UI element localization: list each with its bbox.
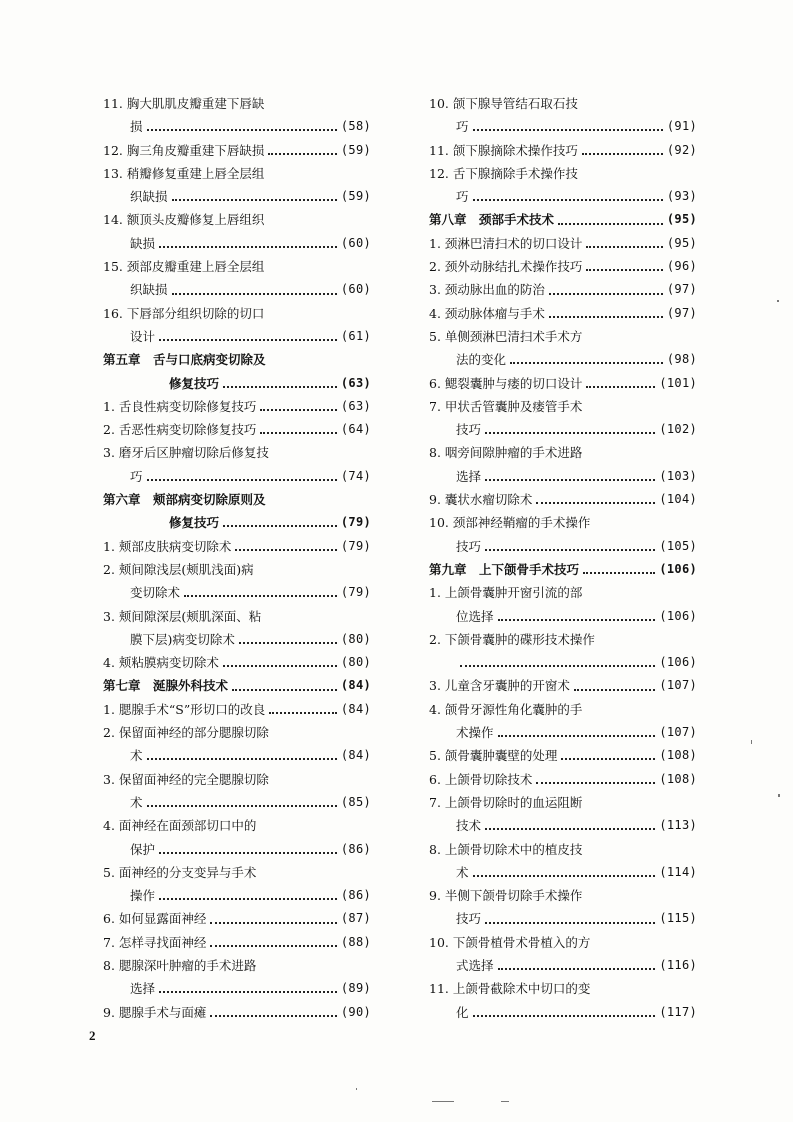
dot-leader bbox=[159, 897, 337, 900]
toc-entry bbox=[103, 208, 371, 231]
dot-leader bbox=[485, 548, 655, 551]
toc-page-number: (88) bbox=[340, 934, 371, 949]
toc-entry bbox=[429, 255, 697, 278]
toc-entry-title: 7. 甲状舌管囊肿及瘘管手术 bbox=[429, 398, 583, 414]
toc-entry-title: 6. 如何显露面神经 bbox=[103, 911, 207, 927]
toc-page-number: (80) bbox=[340, 631, 371, 646]
toc-entry-title: 第九章 上下颌骨手术技巧 bbox=[429, 561, 580, 577]
toc-entry-title: 3. 保留面神经的完全腮腺切除 bbox=[103, 771, 269, 787]
dot-leader bbox=[485, 921, 655, 924]
toc-page-number: (106) bbox=[659, 561, 697, 576]
toc-entry bbox=[103, 1001, 371, 1024]
toc-chapter-heading bbox=[103, 511, 371, 534]
toc-page-number: (86) bbox=[340, 841, 371, 856]
toc-entry-title: 3. 颊间隙深层(颊肌深面、粘 bbox=[103, 608, 262, 624]
toc-entry-title: 式选择 bbox=[456, 957, 494, 973]
toc-entry bbox=[103, 861, 371, 884]
toc-chapter-heading bbox=[103, 488, 371, 511]
toc-page-number: (103) bbox=[659, 468, 697, 483]
toc-page-number: (98) bbox=[666, 352, 697, 367]
toc-entry-title: 2. 颊间隙浅层(颊肌浅面)病 bbox=[103, 561, 254, 577]
toc-entry bbox=[103, 791, 371, 814]
dot-leader bbox=[473, 1014, 656, 1017]
toc-entry bbox=[103, 768, 371, 791]
dot-leader bbox=[586, 385, 655, 388]
toc-entry bbox=[429, 185, 697, 208]
toc-entry-title: 膜下层)病变切除术 bbox=[130, 631, 235, 647]
toc-page-number: (79) bbox=[340, 515, 371, 530]
toc-entry bbox=[103, 628, 371, 651]
toc-entry-title: 第八章 颈部手术技术 bbox=[429, 212, 555, 228]
toc-entry bbox=[429, 115, 697, 138]
toc-page-number: (60) bbox=[340, 235, 371, 250]
dot-leader bbox=[232, 688, 337, 691]
toc-entry-title: 14. 额顶头皮瓣修复上唇组织 bbox=[103, 212, 265, 228]
dot-leader bbox=[561, 757, 655, 760]
toc-page-number: (89) bbox=[340, 981, 371, 996]
toc-entry bbox=[429, 768, 697, 791]
toc-entry bbox=[103, 558, 371, 581]
dot-leader bbox=[549, 315, 663, 318]
toc-entry-title: 8. 咽旁间隙肿瘤的手术进路 bbox=[429, 445, 583, 461]
toc-entry-title: 术 bbox=[130, 794, 143, 810]
toc-entry-title: 操作 bbox=[130, 888, 156, 904]
dot-leader bbox=[536, 781, 655, 784]
toc-page-number: (64) bbox=[340, 422, 371, 437]
toc-page-number: (107) bbox=[659, 678, 697, 693]
toc-entry bbox=[429, 395, 697, 418]
dot-leader bbox=[485, 827, 655, 830]
dot-leader bbox=[485, 431, 655, 434]
toc-page-number: (107) bbox=[659, 725, 697, 740]
toc-entry bbox=[429, 721, 697, 744]
toc-page-number: (59) bbox=[340, 189, 371, 204]
toc-entry-title: 1. 颊部皮肤病变切除术 bbox=[103, 538, 232, 554]
toc-entry-title: 1. 颈淋巴清扫术的切口设计 bbox=[429, 235, 583, 251]
dot-leader bbox=[574, 688, 655, 691]
toc-page-number: (108) bbox=[659, 748, 697, 763]
toc-entry-title: 5. 颌骨囊肿囊壁的处理 bbox=[429, 748, 558, 764]
toc-entry bbox=[429, 954, 697, 977]
dot-leader bbox=[498, 967, 656, 970]
toc-entry-title: 术 bbox=[456, 864, 469, 880]
toc-entry bbox=[103, 814, 371, 837]
toc-entry bbox=[429, 628, 697, 651]
toc-entry bbox=[429, 511, 697, 534]
dot-leader bbox=[172, 292, 337, 295]
toc-entry-title: 7. 上颌骨切除时的血运阻断 bbox=[429, 794, 583, 810]
toc-entry bbox=[429, 348, 697, 371]
dot-leader bbox=[269, 711, 337, 714]
toc-entry bbox=[429, 92, 697, 115]
toc-entry bbox=[103, 92, 371, 115]
dot-leader bbox=[223, 385, 337, 388]
toc-entry bbox=[429, 535, 697, 558]
scan-speck bbox=[751, 740, 752, 744]
dot-leader bbox=[586, 268, 662, 271]
toc-entry bbox=[103, 115, 371, 138]
toc-entry-title: 化 bbox=[456, 1004, 469, 1020]
dot-leader bbox=[536, 501, 655, 504]
toc-entry-title: 第五章 舌与口底病变切除及 bbox=[103, 352, 266, 368]
toc-entry bbox=[429, 907, 697, 930]
toc-entry-title: 8. 上颌骨切除术中的植皮技 bbox=[429, 841, 583, 857]
toc-page-number: (106) bbox=[659, 608, 697, 623]
toc-page-number: (113) bbox=[659, 818, 697, 833]
toc-entry bbox=[429, 1001, 697, 1024]
toc-entry-title: 技巧 bbox=[456, 422, 482, 438]
dot-leader bbox=[582, 152, 663, 155]
toc-entry-title: 9. 半侧下颌骨切除手术操作 bbox=[429, 888, 583, 904]
toc-page-number: (85) bbox=[340, 794, 371, 809]
toc-entry bbox=[103, 395, 371, 418]
toc-entry bbox=[103, 418, 371, 441]
toc-entry bbox=[103, 535, 371, 558]
dot-leader bbox=[147, 804, 337, 807]
toc-entry bbox=[103, 931, 371, 954]
toc-page-number: (101) bbox=[659, 375, 697, 390]
toc-entry bbox=[429, 744, 697, 767]
toc-entry-title: 术操作 bbox=[456, 725, 494, 741]
toc-entry bbox=[429, 651, 697, 674]
toc-page-number: (59) bbox=[340, 142, 371, 157]
toc-entry bbox=[429, 698, 697, 721]
toc-entry bbox=[429, 605, 697, 628]
toc-page-number: (63) bbox=[340, 375, 371, 390]
toc-entry-title: 1. 腮腺手术“S”形切口的改良 bbox=[103, 701, 266, 717]
toc-entry-title: 8. 腮腺深叶肿瘤的手术进路 bbox=[103, 957, 257, 973]
toc-page-number: (61) bbox=[340, 328, 371, 343]
toc-entry-title: 9. 囊状水瘤切除术 bbox=[429, 492, 533, 508]
dot-leader bbox=[235, 548, 336, 551]
toc-entry-title: 7. 怎样寻找面神经 bbox=[103, 934, 207, 950]
toc-entry-title: 11. 颌下腺摘除术操作技巧 bbox=[429, 142, 578, 158]
toc-entry bbox=[429, 418, 697, 441]
toc-entry bbox=[429, 931, 697, 954]
toc-page-number: (104) bbox=[659, 492, 697, 507]
toc-entry-title: 11. 胸大肌肌皮瓣重建下唇缺 bbox=[103, 96, 265, 111]
toc-entry bbox=[103, 278, 371, 301]
scan-speck bbox=[356, 1088, 357, 1090]
dot-leader bbox=[498, 618, 656, 621]
toc-entry-title: 4. 颈动脉体瘤与手术 bbox=[429, 305, 545, 321]
toc-entry bbox=[103, 325, 371, 348]
toc-entry-title: 术 bbox=[130, 748, 143, 764]
toc-entry bbox=[103, 465, 371, 488]
toc-entry-title: 修复技巧 bbox=[169, 375, 220, 391]
toc-entry-title: 15. 颈部皮瓣重建上唇全层组 bbox=[103, 259, 265, 275]
toc-page-number: (84) bbox=[340, 748, 371, 763]
toc-entry bbox=[429, 441, 697, 464]
dot-leader bbox=[172, 198, 337, 201]
dot-leader bbox=[239, 641, 337, 644]
toc-entry bbox=[103, 838, 371, 861]
toc-page-number: (79) bbox=[340, 538, 371, 553]
toc-entry-title: 缺损 bbox=[130, 235, 156, 251]
toc-entry-title: 选择 bbox=[456, 468, 482, 484]
toc-entry-title: 10. 下颌骨植骨术骨植入的方 bbox=[429, 934, 591, 950]
dot-leader bbox=[159, 851, 337, 854]
toc-entry-title: 10. 颌下腺导管结石取石技 bbox=[429, 96, 578, 111]
dot-leader bbox=[147, 757, 337, 760]
toc-entry-title: 13. 稍瓣修复重建上唇全层组 bbox=[103, 165, 265, 181]
toc-entry-title: 4. 颊粘膜病变切除术 bbox=[103, 655, 219, 671]
toc-entry bbox=[103, 651, 371, 674]
toc-entry-title: 第七章 涎腺外科技术 bbox=[103, 678, 229, 694]
toc-left-column bbox=[103, 92, 371, 1024]
toc-entry-title: 16. 下唇部分组织切除的切口 bbox=[103, 305, 265, 321]
dot-leader bbox=[510, 361, 663, 364]
toc-entry bbox=[429, 674, 697, 697]
toc-entry bbox=[103, 255, 371, 278]
toc-entry-title: 4. 面神经在面颈部切口中的 bbox=[103, 818, 257, 834]
toc-entry bbox=[103, 185, 371, 208]
toc-entry-title: 11. 上颌骨截除术中切口的变 bbox=[429, 981, 591, 997]
toc-page-number: (116) bbox=[659, 957, 697, 972]
toc-page-number: (92) bbox=[666, 142, 697, 157]
toc-page-number: (105) bbox=[659, 538, 697, 553]
dot-leader bbox=[159, 338, 337, 341]
toc-page-number: (96) bbox=[666, 259, 697, 274]
toc-entry bbox=[103, 302, 371, 325]
scan-speck bbox=[778, 794, 780, 797]
toc-page-number: (106) bbox=[659, 655, 697, 670]
scan-speck bbox=[777, 300, 779, 302]
toc-page-number: (97) bbox=[666, 305, 697, 320]
toc-entry bbox=[429, 162, 697, 185]
toc-entry bbox=[103, 954, 371, 977]
toc-entry-title: 6. 上颌骨切除技术 bbox=[429, 771, 533, 787]
toc-page-number: (60) bbox=[340, 282, 371, 297]
toc-entry bbox=[103, 698, 371, 721]
toc-entry bbox=[429, 232, 697, 255]
toc-entry-title: 技巧 bbox=[456, 911, 482, 927]
scan-speck bbox=[432, 1101, 454, 1102]
toc-entry-title: 12. 胸三角皮瓣重建下唇缺损 bbox=[103, 142, 265, 158]
toc-entry bbox=[429, 814, 697, 837]
toc-entry-title: 织缺损 bbox=[130, 282, 168, 298]
toc-entry bbox=[103, 232, 371, 255]
toc-entry bbox=[103, 441, 371, 464]
toc-entry-title: 巧 bbox=[456, 119, 469, 135]
toc-entry bbox=[103, 744, 371, 767]
dot-leader bbox=[268, 152, 337, 155]
toc-entry-title: 保护 bbox=[130, 841, 156, 857]
toc-entry-title: 设计 bbox=[130, 328, 156, 344]
toc-entry-title: 9. 腮腺手术与面瘫 bbox=[103, 1004, 207, 1020]
toc-chapter-heading bbox=[103, 372, 371, 395]
toc-page-number: (90) bbox=[340, 1004, 371, 1019]
dot-leader bbox=[558, 222, 663, 225]
toc-entry-title: 修复技巧 bbox=[169, 515, 220, 531]
toc-entry bbox=[103, 162, 371, 185]
toc-page-number: (108) bbox=[659, 771, 697, 786]
toc-entry-title: 5. 单侧颈淋巴清扫术手术方 bbox=[429, 328, 583, 344]
dot-leader bbox=[223, 524, 337, 527]
toc-entry-title: 4. 颌骨牙源性角化囊肿的手 bbox=[429, 701, 583, 717]
toc-entry bbox=[103, 907, 371, 930]
toc-entry-title: 5. 面神经的分支变异与手术 bbox=[103, 864, 257, 880]
toc-page-number: (115) bbox=[659, 911, 697, 926]
toc-page-number: (84) bbox=[340, 678, 371, 693]
toc-entry-title: 技巧 bbox=[456, 538, 482, 554]
toc-entry-title: 3. 儿童含牙囊肿的开窗术 bbox=[429, 678, 570, 694]
dot-leader bbox=[260, 408, 336, 411]
toc-entry-title: 损 bbox=[130, 119, 143, 135]
dot-leader bbox=[159, 245, 337, 248]
dot-leader bbox=[473, 128, 663, 131]
dot-leader bbox=[473, 874, 656, 877]
toc-entry bbox=[429, 581, 697, 604]
toc-entry-title: 2. 颈外动脉结扎术操作技巧 bbox=[429, 259, 583, 275]
scan-speck bbox=[501, 1101, 509, 1102]
dot-leader bbox=[210, 1014, 336, 1017]
dot-leader bbox=[159, 990, 337, 993]
toc-page-number: (58) bbox=[340, 119, 371, 134]
toc-entry-title: 位选择 bbox=[456, 608, 494, 624]
toc-entry-title: 12. 舌下腺摘除手术操作技 bbox=[429, 165, 578, 181]
toc-page-number: (79) bbox=[340, 585, 371, 600]
toc-page-number: (86) bbox=[340, 888, 371, 903]
dot-leader bbox=[460, 664, 655, 667]
toc-entry bbox=[103, 605, 371, 628]
toc-chapter-heading bbox=[429, 558, 697, 581]
toc-entry bbox=[429, 977, 697, 1000]
toc-entry-title: 6. 鳃裂囊肿与瘘的切口设计 bbox=[429, 375, 583, 391]
toc-entry bbox=[429, 372, 697, 395]
toc-entry-title: 3. 颈动脉出血的防治 bbox=[429, 282, 545, 298]
dot-leader bbox=[184, 594, 337, 597]
toc-page-number: (117) bbox=[659, 1004, 697, 1019]
toc-entry-title: 织缺损 bbox=[130, 189, 168, 205]
toc-entry-title: 选择 bbox=[130, 981, 156, 997]
toc-page-number: (93) bbox=[666, 189, 697, 204]
toc-entry-title: 巧 bbox=[456, 189, 469, 205]
toc-entry bbox=[103, 977, 371, 1000]
toc-page-number: (102) bbox=[659, 422, 697, 437]
toc-entry bbox=[429, 325, 697, 348]
toc-chapter-heading bbox=[103, 674, 371, 697]
toc-entry-title: 巧 bbox=[130, 468, 143, 484]
toc-chapter-heading bbox=[103, 348, 371, 371]
dot-leader bbox=[583, 571, 655, 574]
toc-entry bbox=[429, 884, 697, 907]
toc-entry bbox=[429, 465, 697, 488]
dot-leader bbox=[485, 478, 655, 481]
toc-entry bbox=[429, 488, 697, 511]
toc-entry bbox=[429, 302, 697, 325]
toc-entry-title: 3. 磨牙后区肿瘤切除后修复技 bbox=[103, 445, 269, 461]
toc-page-number: (84) bbox=[340, 701, 371, 716]
toc-page-number: (87) bbox=[340, 911, 371, 926]
dot-leader bbox=[210, 944, 336, 947]
dot-leader bbox=[147, 478, 337, 481]
toc-entry-title: 2. 保留面神经的部分腮腺切除 bbox=[103, 725, 269, 741]
toc-page-number: (91) bbox=[666, 119, 697, 134]
toc-entry-title: 2. 舌恶性病变切除修复技巧 bbox=[103, 422, 257, 438]
toc-entry-title: 法的变化 bbox=[456, 352, 507, 368]
toc-entry-title: 第六章 颊部病变切除原则及 bbox=[103, 492, 266, 508]
toc-page-number: (95) bbox=[666, 212, 697, 227]
dot-leader bbox=[498, 734, 656, 737]
toc-entry-title: 技术 bbox=[456, 818, 482, 834]
toc-entry bbox=[103, 139, 371, 162]
dot-leader bbox=[473, 198, 663, 201]
toc-entry bbox=[103, 884, 371, 907]
toc-entry-title: 变切除术 bbox=[130, 585, 181, 601]
toc-entry bbox=[429, 861, 697, 884]
dot-leader bbox=[549, 292, 663, 295]
toc-chapter-heading bbox=[429, 208, 697, 231]
toc-page-number: (63) bbox=[340, 398, 371, 413]
dot-leader bbox=[586, 245, 662, 248]
toc-entry-title: 1. 上颌骨囊肿开窗引流的部 bbox=[429, 585, 583, 601]
toc-entry bbox=[103, 721, 371, 744]
toc-entry bbox=[429, 139, 697, 162]
toc-entry bbox=[429, 278, 697, 301]
toc-page-number: (97) bbox=[666, 282, 697, 297]
toc-page-number: (74) bbox=[340, 468, 371, 483]
toc-entry-title: 10. 颈部神经鞘瘤的手术操作 bbox=[429, 515, 591, 531]
dot-leader bbox=[147, 128, 337, 131]
toc-entry bbox=[103, 581, 371, 604]
toc-entry bbox=[429, 838, 697, 861]
toc-entry bbox=[429, 791, 697, 814]
toc-page-number: (114) bbox=[659, 864, 697, 879]
page-number: 2 bbox=[89, 1028, 96, 1043]
dot-leader bbox=[223, 664, 337, 667]
toc-right-column bbox=[429, 92, 697, 1024]
toc-page-number: (80) bbox=[340, 655, 371, 670]
toc-page-number: (95) bbox=[666, 235, 697, 250]
toc-entry-title: 2. 下颌骨囊肿的碟形技术操作 bbox=[429, 631, 595, 647]
toc-entry-title: 1. 舌良性病变切除修复技巧 bbox=[103, 398, 257, 414]
dot-leader bbox=[260, 431, 336, 434]
dot-leader bbox=[210, 921, 336, 924]
